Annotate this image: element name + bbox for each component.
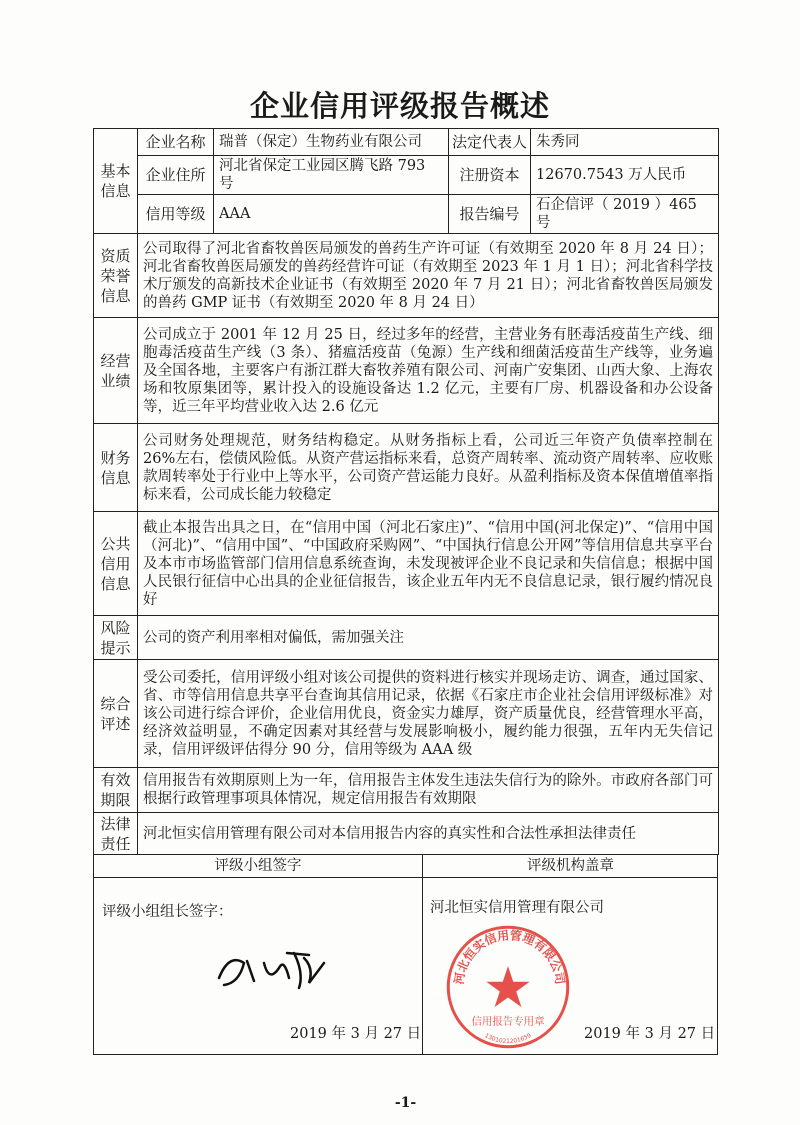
basic-row-grade [94, 195, 719, 234]
section-label: 公共信用信息 [94, 512, 138, 616]
basic-row-address [94, 156, 719, 195]
official-seal [446, 925, 570, 1049]
divider [422, 855, 423, 1054]
capital-label: 注册资本 [449, 156, 531, 195]
section-label: 经营业绩 [94, 318, 138, 424]
section-label: 法律责任 [94, 813, 138, 855]
section-text: 河北恒实信用管理有限公司对本信用报告内容的真实性和合法性承担法律责任 [138, 813, 719, 855]
team-signature-header: 评级小组签字 [214, 858, 302, 874]
legal-representative: 朱秀同 [531, 129, 719, 156]
section-text: 公司成立于 2001 年 12 月 25 日，经过多年的经营，主营业务有胚毒活疫苗生产线、细胞毒活疫苗生产线（3 条）、猪瘟活疫苗（兔源）生产线和细菌活疫苗生产线等，业务遍及全国各地，主要客户有浙江群大畜牧养殖有限公司、河南广安集团、山西大象、上海农场和牧原集团等，累计投入的设施设备达 1.2 亿元，主要有厂房、机器设备和办公设备等，近三年平均营业收入达 2.6 亿元 [138, 318, 719, 424]
section-row [94, 813, 719, 855]
section-row [94, 616, 719, 660]
rep-label: 法定代表人 [449, 129, 531, 156]
handwritten-signature [209, 933, 339, 993]
divider [94, 877, 717, 878]
signature-section [93, 855, 718, 1055]
page-number: -1- [394, 1095, 417, 1111]
company-name: 瑞普（保定）生物药业有限公司 [214, 129, 449, 156]
section-label: 资质荣誉信息 [94, 234, 138, 318]
section-text: 公司财务处理规范，财务结构稳定。从财务指标上看，公司近三年资产负债率控制在 26%左右，偿债风险低。从资产营运指标来看，总资产周转率、流动资产周转率、应收账款周转率处于行业中上等水平，公司资产营运能力良好。从盈利指标及资本保值增值率指标来看，公司成长能力较稳定 [138, 424, 719, 512]
section-label: 综合评述 [94, 660, 138, 768]
star-icon [486, 966, 529, 1007]
credit-grade: AAA [214, 195, 449, 234]
team-signature-date: 2019 年 3 月 27 日 [290, 1026, 422, 1042]
section-text: 受公司委托，信用评级小组对该公司提供的资料进行核实并现场走访、调查，通过国家、省、市等信用信息共享平台查询其信用记录，依据《石家庄市企业社会信用评级标准》对该公司进行综合评价，企业信用优良，资金实力雄厚，资产质量优良，经营管理水平高，经济效益明显，不确定因素对其经营与发展影响极小，履约能力很强，五年内无失信记录，信用评级评估得分 90 分，信用等级为 AAA 级 [138, 660, 719, 768]
address-label: 企业住所 [138, 156, 214, 195]
section-row [94, 234, 719, 318]
section-row [94, 512, 719, 616]
seal-number: 1301021201659 [483, 1032, 533, 1046]
basic-info-label: 基本信息 [94, 129, 138, 234]
section-row [94, 768, 719, 813]
section-row [94, 660, 719, 768]
section-label: 财务信息 [94, 424, 138, 512]
leader-signature-label: 评级小组组长签字： [102, 904, 233, 920]
report-no-label: 报告编号 [449, 195, 531, 234]
registered-capital: 12670.7543 万人民币 [531, 156, 719, 195]
section-row [94, 318, 719, 424]
report-number: 石企信评（ 2019 ）465 号 [531, 195, 719, 234]
rating-organization-name: 河北恒实信用管理有限公司 [430, 900, 604, 916]
seal-header: 评级机构盖章 [527, 858, 614, 874]
company-address: 河北省保定工业园区腾飞路 793 号 [214, 156, 449, 195]
section-text: 公司取得了河北省畜牧兽医局颁发的兽药生产许可证（有效期至 2020 年 8 月 24 日）；河北省畜牧兽医局颁发的兽药经营许可证（有效期至 2023 年 1 月 1 日）；河北省科学技术厅颁发的高新技术企业证书（有效期至 2020 年 7 月 21 日）；河北省畜牧兽医局颁发的兽药 GMP 证书（有效期至 2020 年 8 月 24 日） [138, 234, 719, 318]
section-label: 风险提示 [94, 616, 138, 660]
section-text: 信用报告有效期原则上为一年，信用报告主体发生违法失信行为的除外。市政府各部门可根据行政管理事项具体情况，规定信用报告有效期限 [138, 768, 719, 813]
seal-center-text: 信用报告专用章 [471, 1015, 545, 1028]
seal-date: 2019 年 3 月 27 日 [584, 1026, 716, 1042]
report-body [93, 128, 718, 1111]
section-text: 截止本报告出具之日，在“信用中国（河北石家庄)”、“信用中国(河北保定)”、“信用中国（河北)”、“信用中国”、“中国政府采购网”、“中国执行信息公开网”等信用信息共享平台及本市市场监管部门信用信息系统查询，未发现被评企业不良记录和失信信息；根据中国人民银行征信中心出具的企业征信报告，该企业五年内无不良信息记录，银行履约情况良好 [138, 512, 719, 616]
report-summary-table [93, 128, 719, 855]
seal-ring-text: 河北恒实信用管理有限公司 [451, 928, 568, 986]
name-label: 企业名称 [138, 129, 214, 156]
grade-label: 信用等级 [138, 195, 214, 234]
section-text: 公司的资产利用率相对偏低，需加强关注 [138, 616, 719, 660]
basic-row-name [94, 129, 719, 156]
section-row [94, 424, 719, 512]
page-title: 企业信用评级报告概述 [249, 89, 550, 123]
section-label: 有效期限 [94, 768, 138, 813]
